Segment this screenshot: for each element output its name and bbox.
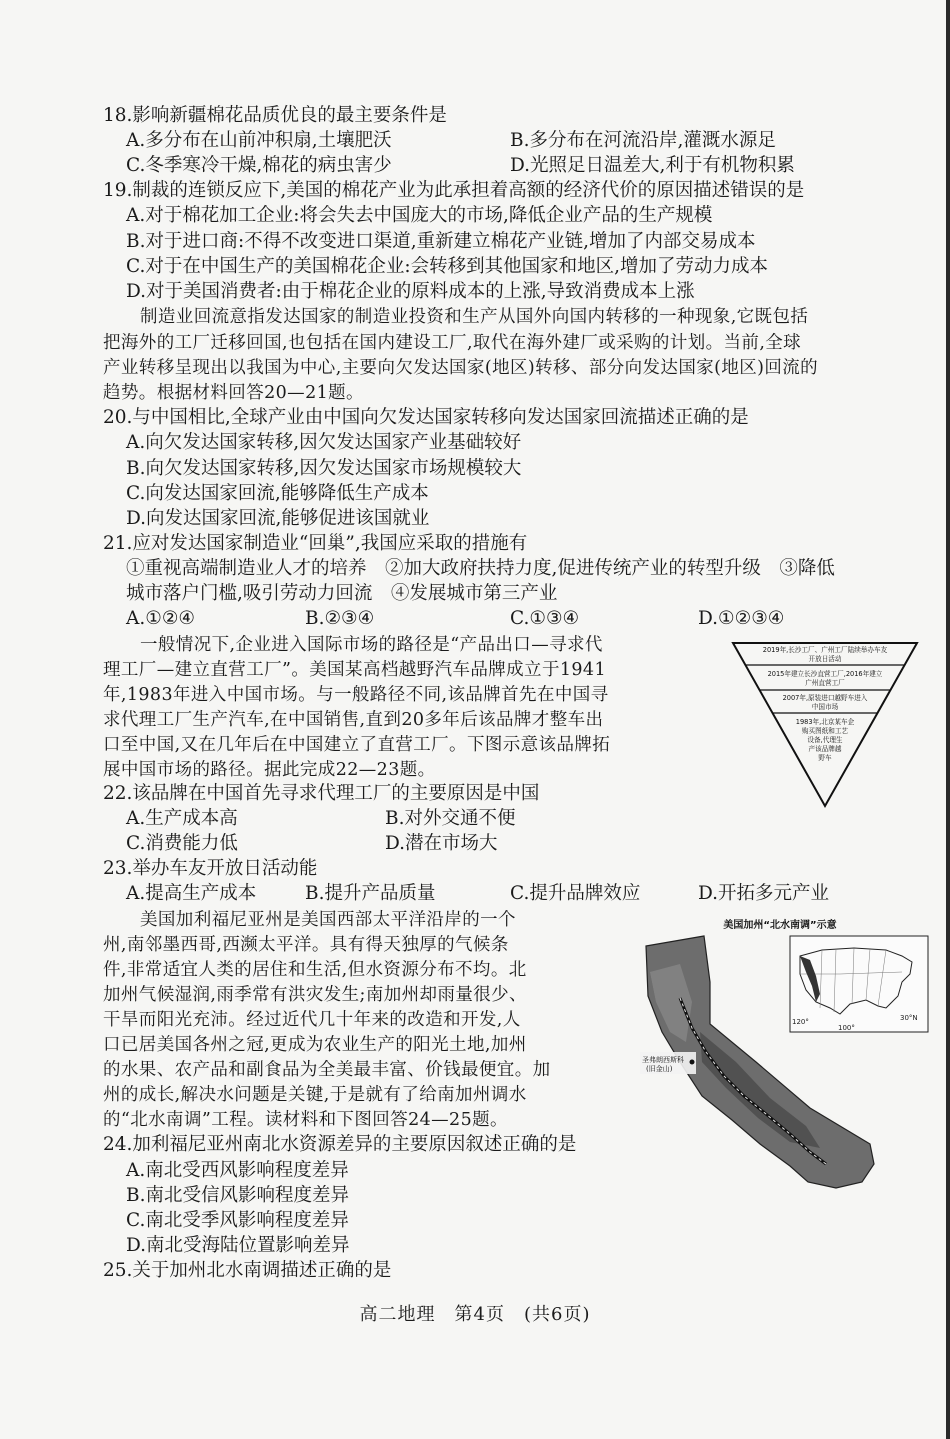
passage2-line: 求代理工厂生产汽车,在中国销售,直到20多年后该品牌才整车出 — [103, 710, 604, 730]
map-lon2-label: 100° — [838, 1024, 855, 1032]
q20-option-d: D.向发达国家回流,能够促进该国就业 — [126, 508, 430, 529]
q19-option-b: B.对于进口商:不得不改变进口渠道,重新建立棉花产业链,增加了内部交易成本 — [126, 231, 756, 252]
page-footer: 高二地理 第4页 (共6页) — [359, 1304, 591, 1325]
q21-items-line1: ①重视高端制造业人才的培养 ②加大政府扶持力度,促进传统产业的转型升级 ③降低 — [126, 558, 835, 579]
q25-stem: 25.关于加州北水南调描述正确的是 — [103, 1260, 392, 1281]
q19-option-d: D.对于美国消费者:由于棉花企业的原料成本的上涨,导致消费成本上涨 — [126, 281, 695, 302]
triangle-text: 广州直营工厂 — [805, 679, 845, 687]
q24-option-a: A.南北受西风影响程度差异 — [126, 1160, 349, 1181]
q18-option-b: B.多分布在河流沿岸,灌溉水源足 — [510, 130, 776, 151]
passage2-line: 展中国市场的路径。据此完成22—23题。 — [103, 760, 436, 780]
q19-stem: 19.制裁的连锁反应下,美国的棉花产业为此承担着高额的经济代价的原因描述错误的是 — [103, 180, 805, 201]
triangle-text: 2007年,原装进口越野车进入 — [782, 694, 868, 702]
passage1-line: 趋势。根据材料回答20—21题。 — [103, 383, 364, 403]
triangle-text: 开放日活动 — [808, 655, 842, 663]
q21-option-a: A.①②④ — [126, 608, 195, 629]
triangle-text: 设备,代理生 — [807, 736, 843, 744]
passage3-line: 州的成长,解决水问题是关键,于是就有了给南加州调水 — [103, 1085, 527, 1105]
brand-path-triangle-figure — [730, 640, 920, 810]
q20-stem: 20.与中国相比,全球产业由中国向欠发达国家转移向发达国家回流描述正确的是 — [103, 407, 749, 428]
map-city-label: (旧金山) — [646, 1065, 673, 1073]
q22-option-c: C.消费能力低 — [126, 833, 238, 854]
q24-option-b: B.南北受信风影响程度差异 — [126, 1185, 349, 1206]
city-dot — [690, 1060, 695, 1065]
triangle-text: 中国市场 — [811, 703, 839, 711]
passage3-line: 干旱而阳光充沛。经过近代几十年来的改造和开发,人 — [103, 1010, 521, 1030]
q22-option-d: D.潜在市场大 — [385, 833, 498, 854]
q19-option-a: A.对于棉花加工企业:将会失去中国庞大的市场,降低企业产品的生产规模 — [126, 205, 713, 226]
q22-option-b: B.对外交通不便 — [385, 808, 516, 829]
passage3-line: 州,南邻墨西哥,西濒太平洋。具有得天独厚的气候条 — [103, 935, 509, 955]
passage1-line: 制造业回流意指发达国家的制造业投资和生产从国外向国内转移的一种现象,它既包括 — [140, 307, 809, 327]
triangle-text: 2019年,长沙工厂、广州工厂陆续举办车友 — [762, 646, 888, 654]
passage3-line: 美国加利福尼亚州是美国西部太平洋沿岸的一个 — [140, 910, 516, 930]
q21-stem: 21.应对发达国家制造业“回巢”,我国应采取的措施有 — [103, 533, 528, 554]
triangle-text: 2015年建立长沙直营工厂,2016年建立 — [767, 670, 883, 678]
map-city-label: 圣弗朗西斯科 — [642, 1056, 684, 1064]
q24-option-c: C.南北受季风影响程度差异 — [126, 1210, 349, 1231]
q24-option-d: D.南北受海陆位置影响差异 — [126, 1235, 350, 1256]
passage1-line: 把海外的工厂迁移回国,也包括在国内建设工厂,取代在海外建厂或采购的计划。当前,全球 — [103, 333, 802, 353]
passage1-line: 产业转移呈现出以我国为中心,主要向欠发达国家(地区)转移、部分向发达国家(地区)回流的 — [103, 358, 819, 378]
q22-stem: 22.该品牌在中国首先寻求代理工厂的主要原因是中国 — [103, 783, 540, 804]
q23-option-b: B.提升产品质量 — [305, 883, 436, 904]
map-lon-label: 120° — [792, 1018, 809, 1026]
q21-option-d: D.①②③④ — [698, 608, 785, 629]
q18-option-d: D.光照足日温差大,利于有机物积累 — [510, 155, 795, 176]
q20-option-b: B.向欠发达国家转移,因欠发达国家市场规模较大 — [126, 458, 522, 479]
map-title: 美国加州“北水南调”示意 — [723, 920, 837, 931]
map-lat-label: 30°N — [900, 1014, 918, 1022]
passage2-line: 理工厂—建立直营工厂”。美国某高档越野汽车品牌成立于1941 — [103, 660, 606, 680]
q24-stem: 24.加利福尼亚州南北水资源差异的主要原因叙述正确的是 — [103, 1134, 577, 1155]
q22-option-a: A.生产成本高 — [126, 808, 238, 829]
q21-option-c: C.①③④ — [510, 608, 580, 629]
passage3-line: 口已居美国各州之冠,更成为农业生产的阳光土地,加州 — [103, 1035, 527, 1055]
q23-option-c: C.提升品牌效应 — [510, 883, 641, 904]
q18-option-c: C.冬季寒冷干燥,棉花的病虫害少 — [126, 155, 392, 176]
q23-option-a: A.提高生产成本 — [126, 883, 257, 904]
q18-stem: 18.影响新疆棉花品质优良的最主要条件是 — [103, 105, 447, 126]
passage3-line: 的水果、农产品和副食品为全美最丰富、价钱最便宜。加 — [103, 1060, 551, 1080]
q21-items-line2: 城市落户门槛,吸引劳动力回流 ④发展城市第三产业 — [126, 583, 558, 604]
page-edge — [946, 0, 950, 1439]
q23-stem: 23.举办车友开放日活动能 — [103, 858, 318, 879]
q20-option-a: A.向欠发达国家转移,因欠发达国家产业基础较好 — [126, 432, 522, 453]
q20-option-c: C.向发达国家回流,能够降低生产成本 — [126, 483, 429, 504]
passage3-line: 加州气候湿润,雨季常有洪灾发生;南加州却雨量很少、 — [103, 985, 527, 1005]
passage3-line: 件,非常适宜人类的居住和生活,但水资源分布不均。北 — [103, 960, 527, 980]
triangle-text: 1983年,北京某车企 — [795, 718, 855, 726]
passage2-line: 口至中国,又在几年后在中国建立了直营工厂。下图示意该品牌拓 — [103, 735, 611, 755]
q23-option-d: D.开拓多元产业 — [698, 883, 830, 904]
passage2-line: 一般情况下,企业进入国际市场的路径是“产品出口—寻求代 — [140, 635, 603, 655]
triangle-text: 产该品牌越 — [808, 745, 842, 753]
triangle-text: 野车 — [818, 754, 832, 762]
california-water-map-figure — [640, 912, 932, 1197]
q19-option-c: C.对于在中国生产的美国棉花企业:会转移到其他国家和地区,增加了劳动力成本 — [126, 256, 768, 277]
triangle-text: 购买图纸和工艺 — [801, 727, 849, 735]
passage2-line: 年,1983年进入中国市场。与一般路径不同,该品牌首先在中国寻 — [103, 685, 609, 705]
q21-option-b: B.②③④ — [305, 608, 375, 629]
passage3-line: 的“北水南调”工程。读材料和下图回答24—25题。 — [103, 1110, 508, 1130]
q18-option-a: A.多分布在山前冲积扇,土壤肥沃 — [126, 130, 392, 151]
